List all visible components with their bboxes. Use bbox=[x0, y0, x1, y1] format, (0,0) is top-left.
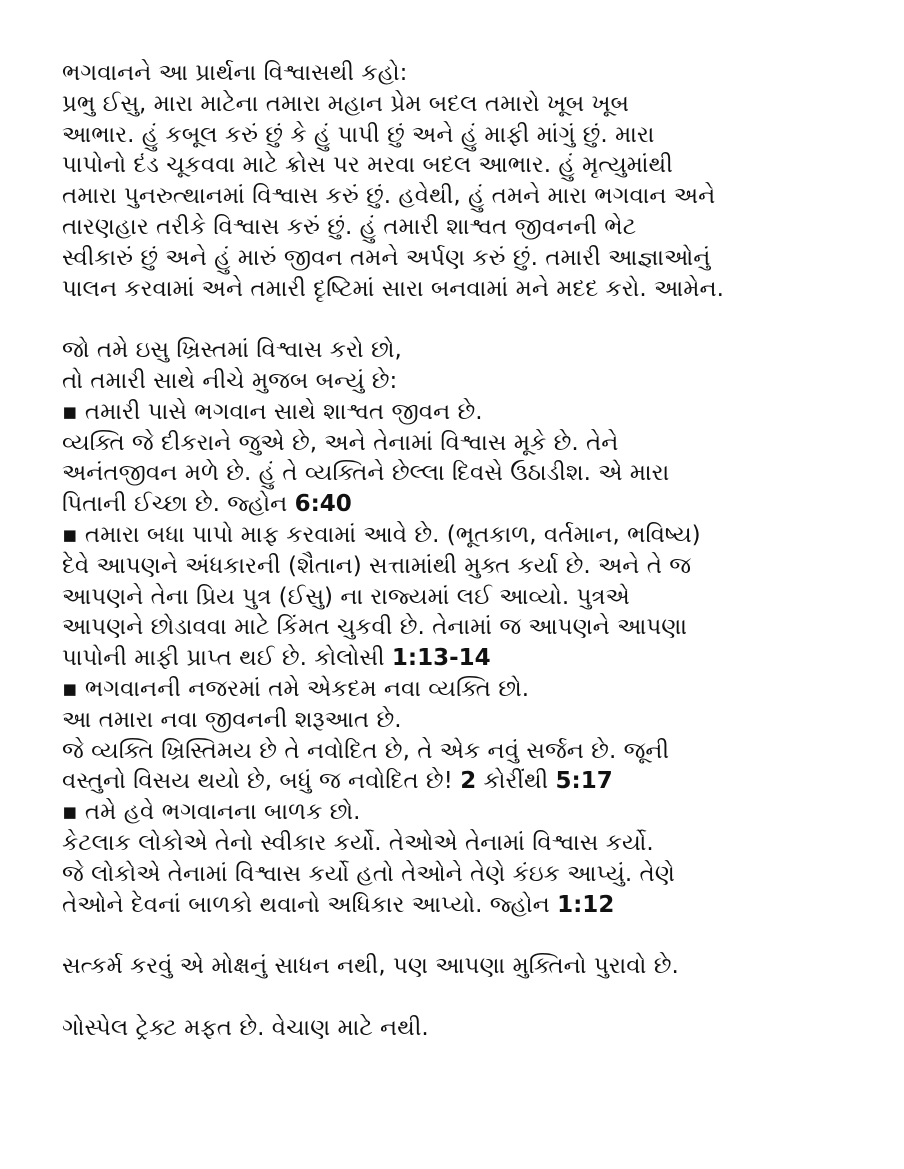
verse-reference: 1:12 bbox=[557, 891, 615, 918]
point-child-of-god bbox=[62, 797, 862, 920]
verse-text: તેઓને દેવનાં બાળકો થવાનો અધિકાર આપ્યો. જ્હોન bbox=[62, 891, 550, 918]
prayer-line: પ્રભુ ઈસુ, મારા માટેના તમારા મહાન પ્રેમ બદલ તમારો ખૂબ ખૂબ bbox=[62, 90, 629, 117]
bullet-heading: ▪ તમારા બધા પાપો માફ કરવામાં આવે છે. (ભૂતકાળ, વર્તમાન, ભવિષ્ય) bbox=[62, 521, 701, 548]
belief-lead: તો તમારી સાથે નીચે મુજબ બન્યું છે: bbox=[62, 367, 398, 394]
bullet-heading: ▪ તમે હવે ભગવાનના બાળક છો. bbox=[62, 799, 361, 826]
good-works-statement: સત્કર્મ કરવું એ મોક્ષનું સાધન નથી, પણ આપણા મુક્તિનો પુરાવો છે. bbox=[62, 953, 679, 980]
verse-line bbox=[62, 643, 862, 674]
belief-section bbox=[62, 335, 862, 920]
paragraph-spacer bbox=[62, 920, 862, 951]
prayer-line: તમારા પુનરુત્થાનમાં વિશ્વાસ કરું છું. હવેથી, હું તમને મારા ભગવાન અને bbox=[62, 183, 716, 210]
gospel-tract-page bbox=[62, 58, 862, 1044]
verse-text: વસ્તુનો વિસય થયો છે, બધું જ નવોદિત છે! bbox=[62, 768, 453, 795]
belief-lead: જો તમે ઇસુ ખ્રિસ્તમાં વિશ્વાસ કરો છો, bbox=[62, 337, 402, 364]
prayer-line: સ્વીકારું છું અને હું મારું જીવન તમને અર્પણ કરું છું. તમારી આજ્ઞાઓનું bbox=[62, 244, 711, 271]
verse-line: જે વ્યક્તિ ખ્રિસ્તિમય છે તે નવોદિત છે, તે એક નવું સર્જન છે. જૂની bbox=[62, 737, 670, 764]
prayer-line: પાપોનો દંડ ચૂકવવા માટે ક્રોસ પર મરવા બદલ આભાર. હું મૃત્યુમાંથી bbox=[62, 152, 673, 179]
verse-reference: 1:13-14 bbox=[391, 645, 491, 672]
free-tract-notice: ગોસ્પેલ ટ્રેક્ટ મફત છે. વેચાણ માટે નથી. bbox=[62, 1014, 429, 1041]
verse-line: અનંતજીવન મળે છે. હું તે વ્યક્તિને છેલ્લા દિવસે ઉઠાડીશ. એ મારા bbox=[62, 460, 670, 487]
point-eternal-life bbox=[62, 397, 862, 520]
verse-line: આપણને તેના પ્રિય પુત્ર (ઈસુ) ના રાજ્યમાં લઈ આવ્યો. પુત્રએ bbox=[62, 583, 630, 610]
verse-line: કેટલાક લોકોએ તેનો સ્વીકાર કર્યો. તેઓએ તેનામાં વિશ્વાસ કર્યો. bbox=[62, 829, 654, 856]
verse-line bbox=[62, 766, 862, 797]
verse-reference: 5:17 bbox=[555, 768, 613, 795]
prayer-line: તારણહાર તરીકે વિશ્વાસ કરું છું. હું તમારી શાશ્વત જીવનની ભેટ bbox=[62, 213, 637, 240]
bullet-heading: ▪ ભગવાનની નજરમાં તમે એકદમ નવા વ્યક્તિ છો. bbox=[62, 675, 530, 702]
verse-text: પાપોની માફી પ્રાપ્ત થઈ છે. કોલોસી bbox=[62, 645, 385, 672]
verse-reference-number: 2 bbox=[460, 768, 477, 795]
prayer-line: આભાર. હું કબૂલ કરું છું કે હું પાપી છું અને હું માફી માંગું છું. મારા bbox=[62, 121, 655, 148]
paragraph-spacer bbox=[62, 304, 862, 335]
verse-line bbox=[62, 890, 862, 921]
point-sins-forgiven bbox=[62, 520, 862, 674]
verse-line: આ તમારા નવા જીવનની શરૂઆત છે. bbox=[62, 706, 402, 733]
verse-line bbox=[62, 489, 862, 520]
verse-line: જે લોકોએ તેનામાં વિશ્વાસ કર્યો હતો તેઓને તેણે કંઇક આપ્યું. તેણે bbox=[62, 860, 675, 887]
point-new-person bbox=[62, 674, 862, 797]
prayer-line: પાલન કરવામાં અને તમારી દૃષ્ટિમાં સારા બનવામાં મને મદદ કરો. આમેન. bbox=[62, 275, 724, 302]
verse-text: પિતાની ઈચ્છા છે. જ્હોન bbox=[62, 491, 288, 518]
paragraph-spacer bbox=[62, 982, 862, 1013]
prayer-intro: ભગવાનને આ પ્રાર્થના વિશ્વાસથી કહો: bbox=[62, 60, 408, 86]
verse-line: વ્યક્તિ જે દીકરાને જુએ છે, અને તેનામાં વિશ્વાસ મૂકે છે. તેને bbox=[62, 429, 619, 456]
verse-line: આપણને છોડાવવા માટે કિંમત ચુકવી છે. તેનામાં જ આપણને આપણા bbox=[62, 614, 687, 641]
verse-line: દેવે આપણને અંધકારની (શૈતાન) સત્તામાંથી મુક્ત કર્યા છે. અને તે જ bbox=[62, 552, 692, 579]
prayer-section bbox=[62, 58, 862, 304]
bullet-heading: ▪ તમારી પાસે ભગવાન સાથે શાશ્વત જીવન છે. bbox=[62, 398, 483, 425]
verse-reference: 6:40 bbox=[294, 491, 352, 518]
verse-reference-book: કોરીંથી bbox=[483, 768, 549, 795]
